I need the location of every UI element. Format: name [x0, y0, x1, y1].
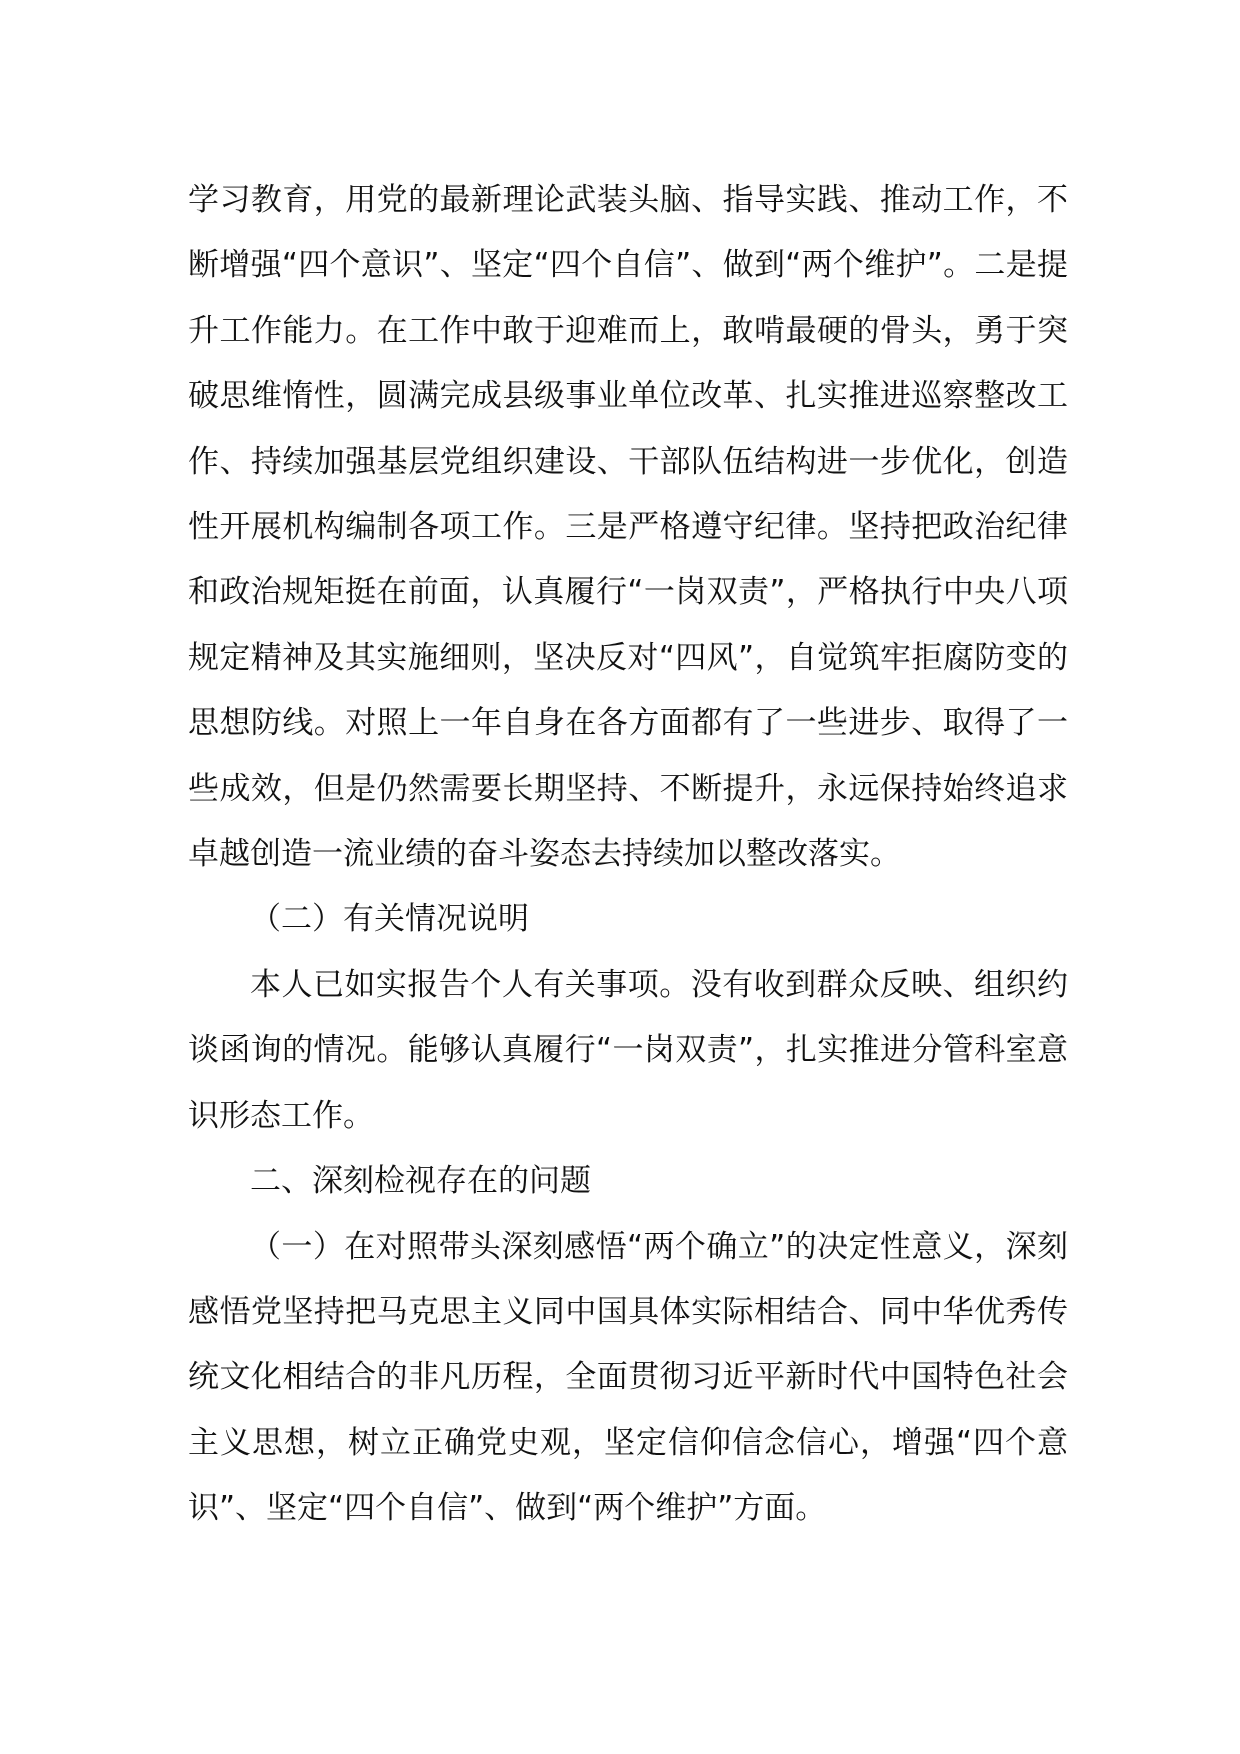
- body-paragraph-continued: 学习教育，用党的最新理论武装头脑、指导实践、推动工作，不断增强“四个意识”、坚定“四个自信”、做到“两个维护”。二是提升工作能力。在工作中敢于迎难而上，敢啃最硬的骨头，勇于突破思维惰性，圆满完成县级事业单位改革、扎实推进巡察整改工作、持续加强基层党组织建设、干部队伍结构进一步优化，创造性开展机构编制各项工作。三是严格遵守纪律。坚持把政治纪律和政治规矩挺在前面，认真履行“一岗双责”，严格执行中央八项规定精神及其实施细则，坚决反对“四风”，自觉筑牢拒腐防变的思想防线。对照上一年自身在各方面都有了一些进步、取得了一些成效，但是仍然需要长期坚持、不断提升，永远保持始终追求卓越创造一流业绩的奋斗姿态去持续加以整改落实。: [188, 182, 1068, 873]
- section-heading-problems: 二、深刻检视存在的问题: [250, 1163, 591, 1200]
- document-page: [188, 168, 1068, 1542]
- subheading-related-situation: （二）有关情况说明: [250, 901, 529, 938]
- body-paragraph-personal-report: 本人已如实报告个人有关事项。没有收到群众反映、组织约谈函询的情况。能够认真履行“一岗双责”，扎实推进分管科室意识形态工作。: [188, 966, 1068, 1134]
- subheading-item-one: （一）在对照带头深刻感悟“两个确立”的决定性意义，深刻感悟党坚持把马克思主义同中国具体实际相结合、同中华优秀传统文化相结合的非凡历程，全面贯彻习近平新时代中国特色社会主义思想，树立正确党史观，坚定信仰信念信心，增强“四个意识”、坚定“四个自信”、做到“两个维护”方面。: [188, 1228, 1068, 1527]
